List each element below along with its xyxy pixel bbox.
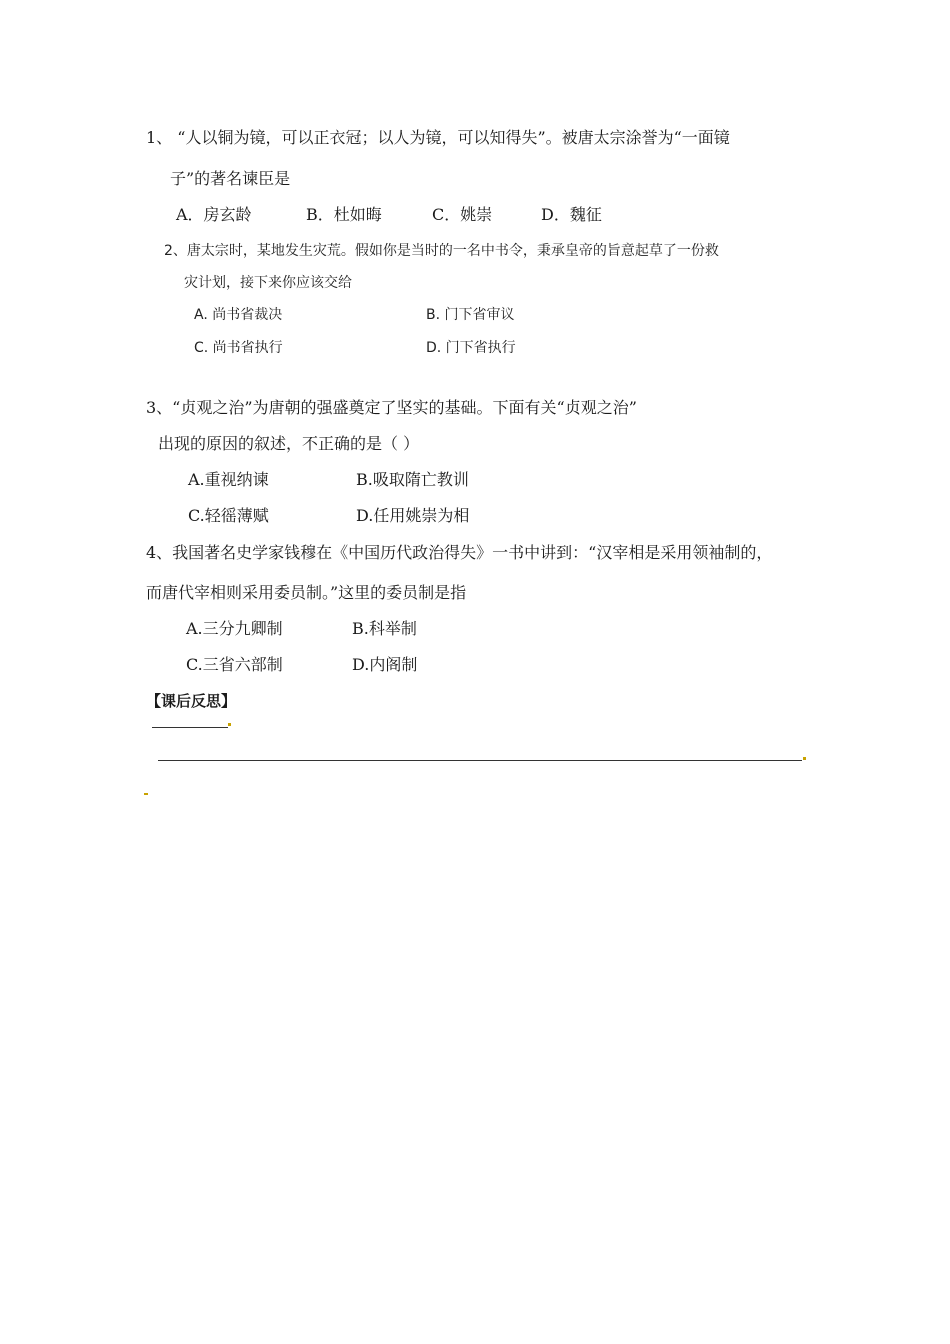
q1-option-b: B．杜如晦 [306,205,382,224]
q2-option-b: B. 门下省审议 [426,307,515,323]
q1-stem-line1: 1、 “人以铜为镜，可以正衣冠；以人为镜，可以知得失”。被唐太宗涂誉为“一面镜 [146,128,730,147]
q2-option-a: A. 尚书省裁决 [194,307,283,323]
q1-option-a: A．房玄龄 [176,205,252,224]
q3-stem-line2: 出现的原因的叙述，不正确的是（ ） [158,434,420,453]
q3-option-c: C.轻徭薄赋 [188,506,269,525]
q3-stem-line1: 3、“贞观之治”为唐朝的强盛奠定了坚实的基础。下面有关“贞观之治” [146,398,637,417]
edit-mark [228,723,231,726]
edit-mark [144,793,148,795]
q4-stem-line2: 而唐代宰相则采用委员制。”这里的委员制是指 [146,583,467,602]
q1-option-c: C．姚崇 [432,205,493,224]
q2-stem-line2: 灾计划，接下来你应该交给 [184,275,352,291]
q4-option-a: A.三分九卿制 [186,619,283,638]
q4-option-c: C.三省六部制 [186,655,283,674]
q3-option-d: D.任用姚崇为相 [356,506,470,525]
reflection-short-line [152,727,228,728]
q4-stem-line1: 4、我国著名史学家钱穆在《中国历代政治得失》一书中讲到：“汉宰相是采用领袖制的， [146,543,773,562]
q2-option-d: D. 门下省执行 [426,340,516,356]
q4-option-b: B.科举制 [352,619,417,638]
q1-option-d: D．魏征 [541,205,602,224]
q4-option-d: D.内阁制 [352,655,418,674]
q2-option-c: C. 尚书省执行 [194,340,283,356]
q1-stem-line2: 子”的著名谏臣是 [170,169,291,188]
q3-option-b: B.吸取隋亡教训 [356,470,469,489]
reflection-answer-line [158,760,802,761]
q3-option-a: A.重视纳谏 [188,470,269,489]
reflection-heading: 【课后反思】 [146,692,237,710]
q2-stem-line1: 2、唐太宗时，某地发生灾荒。假如你是当时的一名中书令，秉承皇帝的旨意起草了一份救 [164,243,719,259]
edit-mark [803,757,806,760]
